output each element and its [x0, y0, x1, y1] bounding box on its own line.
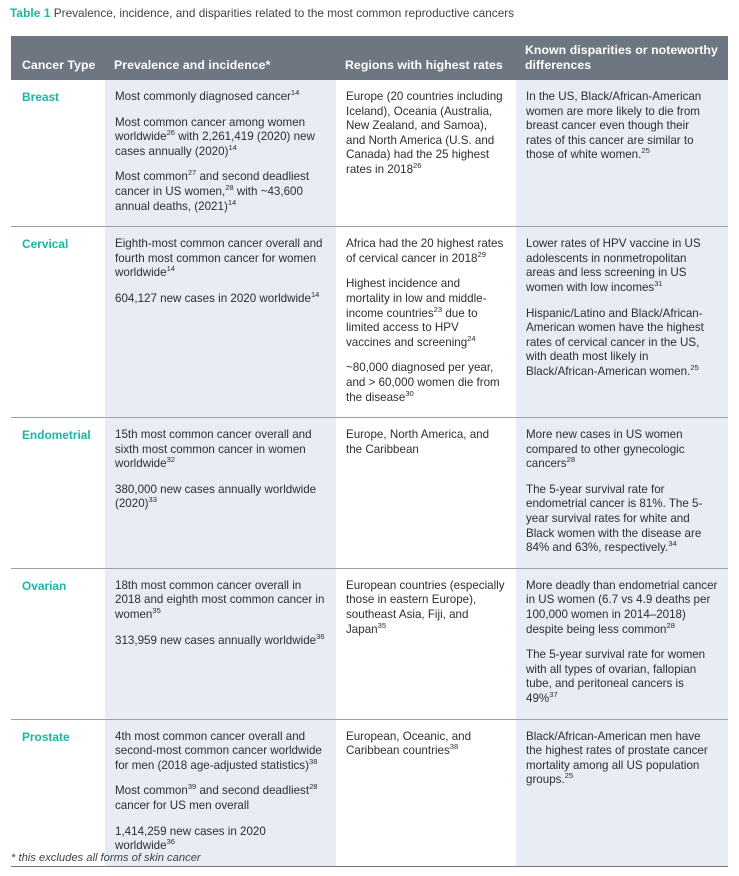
column-header-prevalence: Prevalence and incidence*	[105, 36, 336, 80]
column-header-regions: Regions with highest rates	[336, 36, 516, 80]
cell-paragraph: Europe (20 countries including Iceland), Oceania (Australia, New Zealand, and Samoa), and North America (U.S. and Canada) had the 25 highest rates in 2018$^{26}$	[346, 90, 503, 176]
cell-regions	[336, 719, 516, 866]
cell-prevalence	[105, 80, 336, 227]
table-caption	[10, 5, 729, 21]
table-row	[11, 418, 728, 569]
cell-paragraph: European, Oceanic, and Caribbean countries$^{38}$	[346, 729, 472, 758]
table-row	[11, 80, 728, 227]
cell-paragraph: Most common$^{39}$ and second deadliest$^{28}$ cancer for US men overall	[115, 782, 318, 812]
cell-paragraph: 15th most common cancer overall and sixth most common cancer in women worldwide$^{32}$	[115, 428, 312, 471]
cell-paragraph: 604,127 new cases in 2020 worldwide$^{14}$	[115, 290, 320, 305]
cell-cancer-type: Cervical	[11, 227, 105, 418]
cell-paragraph: Europe, North America, and the Caribbean	[346, 428, 490, 456]
cell-disparities	[516, 227, 728, 418]
table-row	[11, 719, 728, 866]
cell-paragraph: The 5-year survival rate for endometrial cancer is 81%. The 5-year survival rates for white and Black women with the disease are 84% and 63%, respectively.$^{34}$	[526, 482, 703, 555]
cell-prevalence	[105, 568, 336, 719]
cell-disparities	[516, 80, 728, 227]
cell-paragraph: 1,414,259 new cases in 2020 worldwide$^{36}$	[115, 824, 266, 853]
cell-cancer-type: Endometrial	[11, 418, 105, 569]
cell-paragraph: Africa had the 20 highest rates of cervical cancer in 2018$^{29}$	[346, 237, 504, 265]
cell-paragraph: 380,000 new cases annually worldwide $(2020)^{33}$	[115, 482, 317, 511]
cell-paragraph: Most common cancer among women worldwide$^{26}$ with 2,261,419 (2020) new cases annually $(2020)^{14}$	[115, 115, 315, 158]
cell-paragraph: Black/African-American men have the highest rates of prostate cancer mortality among all US population groups.$^{25}$	[526, 729, 708, 787]
table-caption-text: Prevalence, incidence, and disparities related to the most common reproductive cancers	[53, 6, 515, 20]
cell-disparities	[516, 568, 728, 719]
cell-prevalence	[105, 227, 336, 418]
cell-cancer-type: Prostate	[11, 719, 105, 866]
cell-paragraph: In the US, Black/African-American women are more likely to die from breast cancer even though their rates of this cancer are similar to those of white women.$^{25}$	[526, 90, 702, 162]
cell-regions	[336, 80, 516, 227]
cell-regions	[336, 418, 516, 569]
cell-regions	[336, 568, 516, 719]
cell-paragraph: Highest incidence and mortality in low and middle-income countries$^{23}$ due to limited access to HPV vaccines and screening$^{24}$	[346, 277, 487, 349]
column-header-cancer-type: Cancer Type	[11, 36, 105, 80]
cell-paragraph: More new cases in US women compared to other gynecologic cancers$^{28}$	[526, 428, 685, 471]
cell-prevalence	[105, 418, 336, 569]
cell-paragraph: 313,959 new cases annually worldwide$^{36}$	[115, 631, 325, 647]
cell-paragraph: 4th most common cancer overall and second-most common cancer worldwide for men (2018 age-adjusted statistics)$^{38}$	[115, 729, 322, 772]
cell-disparities	[516, 719, 728, 866]
cell-paragraph: More deadly than endometrial cancer in US women (6.7 vs 4.9 deaths per 100,000 women in 2014–2018) despite being less common$^{28}$	[526, 578, 718, 636]
column-header-disparities: Known disparities or noteworthy differences	[516, 36, 728, 80]
table-header-row	[11, 36, 728, 80]
cell-cancer-type: Ovarian	[11, 568, 105, 719]
table-footnote: * this excludes all forms of skin cancer	[11, 852, 201, 864]
table-body	[11, 80, 728, 866]
cell-disparities	[516, 418, 728, 569]
table-head	[11, 36, 728, 80]
cell-paragraph: ~80,000 diagnosed per year, and > 60,000 women die from the disease$^{30}$	[346, 361, 500, 404]
cell-prevalence	[105, 719, 336, 866]
table-caption-label: Table 1	[10, 6, 51, 20]
cell-paragraph: Most commonly diagnosed cancer$^{14}$	[115, 88, 300, 103]
table-container	[11, 36, 728, 867]
reproductive-cancers-table	[11, 36, 728, 867]
cell-paragraph: Hispanic/Latino and Black/African-American women have the highest rates of cervical cancer in the US, with death most likely in Black/African-American women.$^{25}$	[526, 306, 704, 378]
table-row	[11, 227, 728, 418]
cell-paragraph: European countries (especially those in eastern Europe), southeast Asia, Fiji, and Japan$^{35}$	[346, 578, 505, 636]
cell-paragraph: The 5-year survival rate for women with all types of ovarian, fallopian tube, and peritoneal cancers is 49%$^{37}$	[526, 648, 706, 705]
table-row	[11, 568, 728, 719]
cell-paragraph: 18th most common cancer overall in 2018 and eighth most common cancer in women$^{35}$	[115, 578, 325, 622]
cell-regions	[336, 227, 516, 418]
cell-paragraph: Eighth-most common cancer overall and fourth most common cancer for women worldwide$^{14}$	[115, 237, 323, 280]
cell-cancer-type: Breast	[11, 80, 105, 227]
cell-paragraph: Most common$^{27}$ and second deadliest cancer in US women,$^{28}$ with ~43,600 annual deaths, $(2021)^{14}$	[115, 168, 310, 213]
cell-paragraph: Lower rates of HPV vaccine in US adolescents in nonmetropolitan areas and less screening in US women with low incomes$^{31}$	[526, 237, 701, 294]
